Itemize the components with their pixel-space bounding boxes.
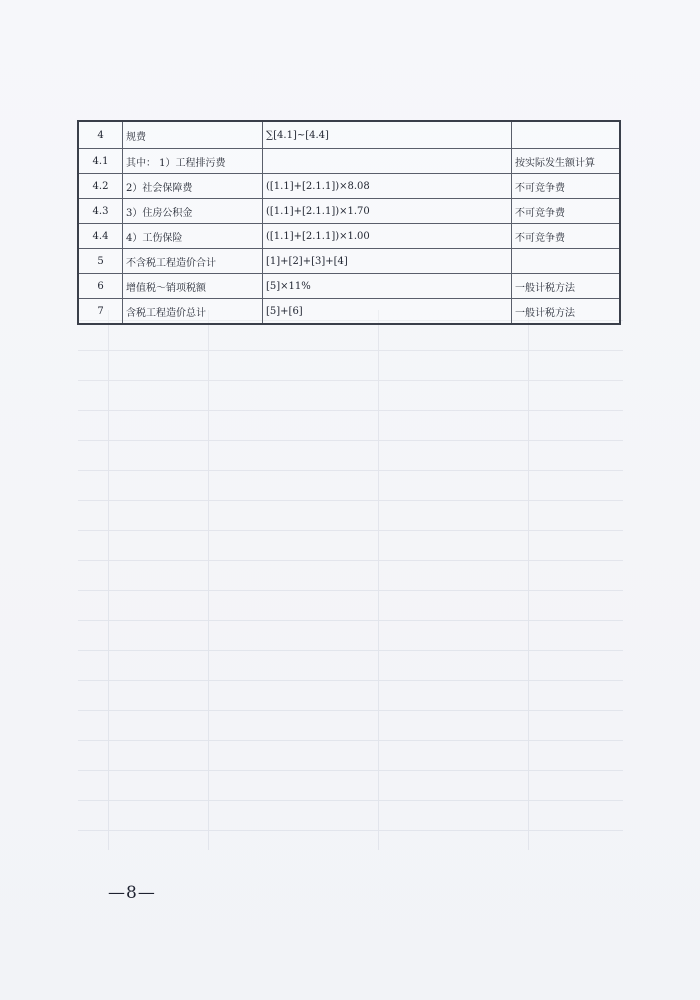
table-row: [78, 149, 620, 174]
fee-item-name: 含税工程造价总计: [123, 299, 263, 325]
fee-formula: ([1.1]+[2.1.1])×1.70: [263, 199, 512, 224]
table-row: [78, 199, 620, 224]
fee-item-name: 4）工伤保险: [123, 224, 263, 249]
table-row: [78, 174, 620, 199]
page-number: —8—: [108, 883, 156, 903]
row-number: 4.4: [78, 224, 123, 249]
fee-note: 按实际发生额计算: [512, 149, 621, 174]
fee-formula: [5]×11%: [263, 274, 512, 299]
table-row: [78, 249, 620, 274]
row-number: 4.3: [78, 199, 123, 224]
fee-item-name: 其中： 1）工程排污费: [123, 149, 263, 174]
fee-calculation-table: [77, 120, 621, 325]
row-number: 6: [78, 274, 123, 299]
table-row: [78, 121, 620, 149]
fee-item-name: 规费: [123, 121, 263, 149]
fee-note: 不可竞争费: [512, 174, 621, 199]
fee-note: 一般计税方法: [512, 299, 621, 325]
row-number: 4.2: [78, 174, 123, 199]
fee-formula: ([1.1]+[2.1.1])×1.00: [263, 224, 512, 249]
fee-note: [512, 249, 621, 274]
fee-note: [512, 121, 621, 149]
fee-formula: [1]+[2]+[3]+[4]: [263, 249, 512, 274]
fee-formula: [5]+[6]: [263, 299, 512, 325]
table-row: [78, 224, 620, 249]
row-number: 7: [78, 299, 123, 325]
fee-formula: ∑[4.1]~[4.4]: [263, 121, 512, 149]
fee-item-name: 增值税～销项税额: [123, 274, 263, 299]
fee-formula: [263, 149, 512, 174]
fee-note: 不可竞争费: [512, 224, 621, 249]
fee-note: 一般计税方法: [512, 274, 621, 299]
fee-item-name: 不含税工程造价合计: [123, 249, 263, 274]
fee-item-name: 3）住房公积金: [123, 199, 263, 224]
row-number: 4: [78, 121, 123, 149]
row-number: 4.1: [78, 149, 123, 174]
fee-item-name: 2）社会保障费: [123, 174, 263, 199]
table-row: [78, 274, 620, 299]
fee-formula: ([1.1]+[2.1.1])×8.08: [263, 174, 512, 199]
table-row: [78, 299, 620, 325]
fee-note: 不可竞争费: [512, 199, 621, 224]
row-number: 5: [78, 249, 123, 274]
